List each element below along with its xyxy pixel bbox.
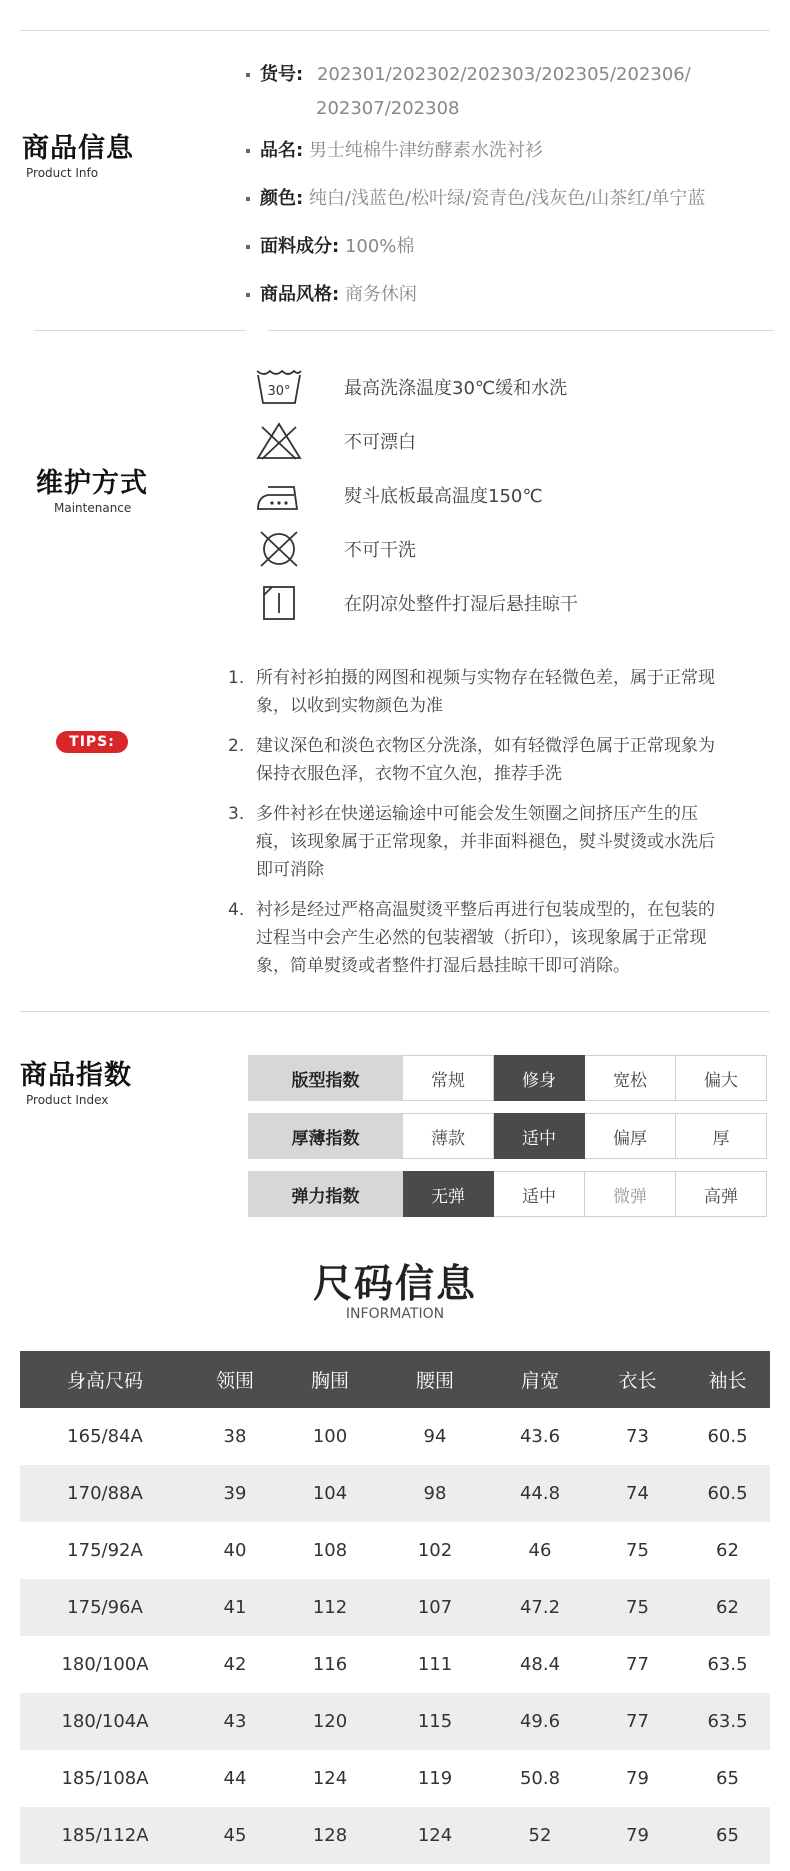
table-cell: 170/88A	[20, 1465, 190, 1522]
info-row-product-name	[246, 134, 766, 168]
table-cell: 43.6	[519, 1426, 561, 1447]
divider-right	[268, 330, 774, 331]
column-header: 胸围	[280, 1351, 380, 1408]
table-cell: 77	[626, 1654, 649, 1675]
table-cell: 60.5	[707, 1426, 748, 1447]
column-header: 身高尺码	[20, 1351, 190, 1408]
table-cell: 175/96A	[20, 1579, 190, 1636]
care-row-iron	[254, 472, 543, 518]
table-row	[20, 1522, 770, 1579]
index-row-label: 弹力指数	[248, 1171, 403, 1217]
table-cell: 98	[380, 1465, 490, 1522]
top-divider	[20, 30, 770, 31]
table-cell: 47.2	[490, 1579, 590, 1636]
table-cell: 44.8	[490, 1465, 590, 1522]
column-header: 袖长	[685, 1351, 770, 1408]
info-key: 货号:	[260, 64, 304, 85]
table-cell: 60.5	[685, 1465, 770, 1522]
table-cell: 104	[280, 1465, 380, 1522]
tip-text: 建议深色和淡色衣物区分洗涤，如有轻微浮色属于正常现象为保持衣服色泽，衣物不宜久泡，推荐手洗	[256, 736, 715, 784]
index-option: 微弹	[585, 1171, 676, 1217]
table-row	[20, 1807, 770, 1864]
table-cell: 116	[312, 1654, 348, 1675]
tip-number: 2.	[228, 736, 245, 756]
index-option: 薄款	[403, 1113, 494, 1159]
column-header: 衣长	[590, 1351, 685, 1408]
product-info-list	[246, 58, 766, 326]
svg-text:30°: 30°	[267, 384, 291, 399]
tip-item	[228, 800, 726, 884]
table-cell: 44	[223, 1768, 247, 1789]
tip-item	[228, 664, 726, 720]
index-option: 偏大	[676, 1055, 767, 1101]
table-cell: 63.5	[707, 1654, 748, 1675]
index-option: 宽松	[585, 1055, 676, 1101]
info-key: 品名:	[260, 140, 304, 161]
product-index-table	[248, 1055, 767, 1229]
care-row-wash	[254, 364, 567, 410]
table-cell: 111	[417, 1654, 453, 1675]
table-cell: 40	[223, 1540, 247, 1561]
tip-number: 3.	[228, 804, 245, 824]
no-dry-clean-icon	[254, 526, 304, 572]
index-option: 偏厚	[585, 1113, 676, 1159]
info-row-fabric	[246, 230, 766, 264]
maintenance-title-cn: 维护方式	[36, 468, 148, 499]
info-value: 商务休闲	[344, 284, 417, 305]
info-key: 颜色:	[260, 188, 304, 209]
tip-item	[228, 732, 726, 788]
care-row-bleach	[254, 418, 416, 464]
care-text: 熨斗底板最高温度150℃	[344, 486, 543, 507]
care-text: 不可漂白	[344, 432, 416, 453]
table-row	[20, 1636, 770, 1693]
index-row-label: 厚薄指数	[248, 1113, 403, 1159]
table-cell: 38	[223, 1426, 247, 1447]
table-cell: 165/84A	[67, 1426, 143, 1447]
care-text: 在阴凉处整件打湿后悬挂晾干	[344, 594, 578, 615]
table-cell: 124	[312, 1768, 348, 1789]
table-cell: 65	[716, 1768, 739, 1789]
info-row-color	[246, 182, 766, 216]
table-cell: 52	[490, 1807, 590, 1864]
table-cell: 120	[280, 1693, 380, 1750]
tip-number: 1.	[228, 668, 245, 688]
index-row-label: 版型指数	[248, 1055, 403, 1101]
divider-index	[20, 1011, 770, 1012]
table-cell: 185/112A	[20, 1807, 190, 1864]
table-row	[20, 1693, 770, 1750]
table-cell: 115	[380, 1693, 490, 1750]
column-header: 肩宽	[490, 1351, 590, 1408]
size-info-subtitle: INFORMATION	[345, 1306, 445, 1322]
info-row-item-number	[246, 58, 766, 126]
size-info-title: 尺码信息	[312, 1262, 477, 1307]
table-cell: 119	[417, 1768, 453, 1789]
column-header: 腰围	[380, 1351, 490, 1408]
table-cell: 102	[417, 1540, 453, 1561]
tip-text: 衬衫是经过严格高温熨烫平整后再进行包装成型的，在包装的过程当中会产生必然的包装褶皱（折印），该现象属于正常现象，简单熨烫或者整件打湿后悬挂晾干即可消除。	[256, 900, 715, 976]
info-row-style	[246, 278, 766, 312]
index-option-selected: 适中	[494, 1113, 585, 1159]
table-cell: 79	[590, 1807, 685, 1864]
table-cell: 62	[716, 1540, 739, 1561]
table-cell: 180/100A	[61, 1654, 149, 1675]
info-key: 商品风格:	[260, 284, 340, 305]
size-table-header	[20, 1351, 770, 1408]
care-row-dry	[254, 580, 578, 626]
table-cell: 75	[626, 1540, 649, 1561]
care-row-dry-clean	[254, 526, 416, 572]
table-cell: 94	[423, 1426, 447, 1447]
table-cell: 74	[590, 1465, 685, 1522]
info-value: 男士纯棉牛津纺酵素水洗衬衫	[308, 140, 543, 161]
tip-text: 所有衬衫拍摄的网图和视频与实物存在轻微色差，属于正常现象，以收到实物颜色为准	[256, 668, 715, 716]
table-cell: 41	[190, 1579, 280, 1636]
info-value: 100%棉	[344, 236, 415, 257]
divider-left	[34, 330, 246, 331]
table-cell: 128	[280, 1807, 380, 1864]
tip-text: 多件衬衫在快递运输途中可能会发生领圈之间挤压产生的压痕，该现象属于正常现象，并非面料褪色，熨斗熨烫或水洗后即可消除	[256, 804, 715, 880]
maintenance-title-en: Maintenance	[54, 501, 132, 516]
tips-badge: TIPS:	[56, 731, 128, 753]
product-index-title-cn: 商品指数	[20, 1060, 132, 1091]
index-option: 高弹	[676, 1171, 767, 1217]
tips-list	[228, 664, 726, 992]
wash-30-icon	[254, 364, 304, 410]
table-cell: 79	[626, 1768, 649, 1789]
table-cell: 39	[190, 1465, 280, 1522]
info-value-continued: 202307/202308	[316, 98, 460, 119]
info-value: 202301/202302/202303/202305/202306/	[316, 64, 691, 85]
line-dry-shade-icon	[254, 580, 304, 626]
table-cell: 75	[590, 1579, 685, 1636]
product-index-title	[20, 1060, 132, 1107]
index-option-selected: 修身	[494, 1055, 585, 1101]
table-cell: 48.4	[519, 1654, 561, 1675]
product-info-title	[22, 133, 134, 180]
table-cell: 65	[685, 1807, 770, 1864]
product-info-title-cn: 商品信息	[22, 133, 134, 164]
table-cell: 180/104A	[20, 1693, 190, 1750]
no-bleach-icon	[254, 418, 304, 464]
table-cell: 42	[223, 1654, 247, 1675]
tip-item	[228, 896, 726, 980]
maintenance-title	[36, 468, 148, 515]
table-cell: 50.8	[519, 1768, 561, 1789]
table-row	[20, 1465, 770, 1522]
care-text: 不可干洗	[344, 540, 416, 561]
iron-icon	[254, 472, 304, 518]
column-header: 领围	[190, 1351, 280, 1408]
table-cell: 100	[312, 1426, 348, 1447]
table-cell: 107	[380, 1579, 490, 1636]
table-cell: 43	[190, 1693, 280, 1750]
table-row	[20, 1579, 770, 1636]
index-row-fit	[248, 1055, 767, 1101]
table-cell: 112	[280, 1579, 380, 1636]
index-option: 适中	[494, 1171, 585, 1217]
table-cell: 124	[380, 1807, 490, 1864]
size-table	[20, 1351, 770, 1864]
info-value: 纯白/浅蓝色/松叶绿/瓷青色/浅灰色/山茶红/单宁蓝	[308, 188, 706, 209]
table-cell: 49.6	[490, 1693, 590, 1750]
table-cell: 46	[528, 1540, 552, 1561]
index-option: 常规	[403, 1055, 494, 1101]
table-cell: 185/108A	[61, 1768, 149, 1789]
table-cell: 62	[685, 1579, 770, 1636]
index-option: 厚	[676, 1113, 767, 1159]
table-cell: 45	[190, 1807, 280, 1864]
care-text: 最高洗涤温度30℃缓和水洗	[344, 378, 568, 399]
table-cell: 175/92A	[67, 1540, 143, 1561]
index-row-elasticity	[248, 1171, 767, 1217]
index-option-selected: 无弹	[403, 1171, 494, 1217]
table-row	[20, 1750, 770, 1807]
table-cell: 108	[312, 1540, 348, 1561]
tip-number: 4.	[228, 900, 245, 920]
product-index-title-en: Product Index	[26, 1093, 109, 1108]
table-cell: 77	[590, 1693, 685, 1750]
table-row	[20, 1408, 770, 1465]
table-cell: 73	[626, 1426, 649, 1447]
product-info-title-en: Product Info	[26, 166, 99, 181]
index-row-thickness	[248, 1113, 767, 1159]
table-cell: 63.5	[685, 1693, 770, 1750]
info-key: 面料成分:	[260, 236, 340, 257]
